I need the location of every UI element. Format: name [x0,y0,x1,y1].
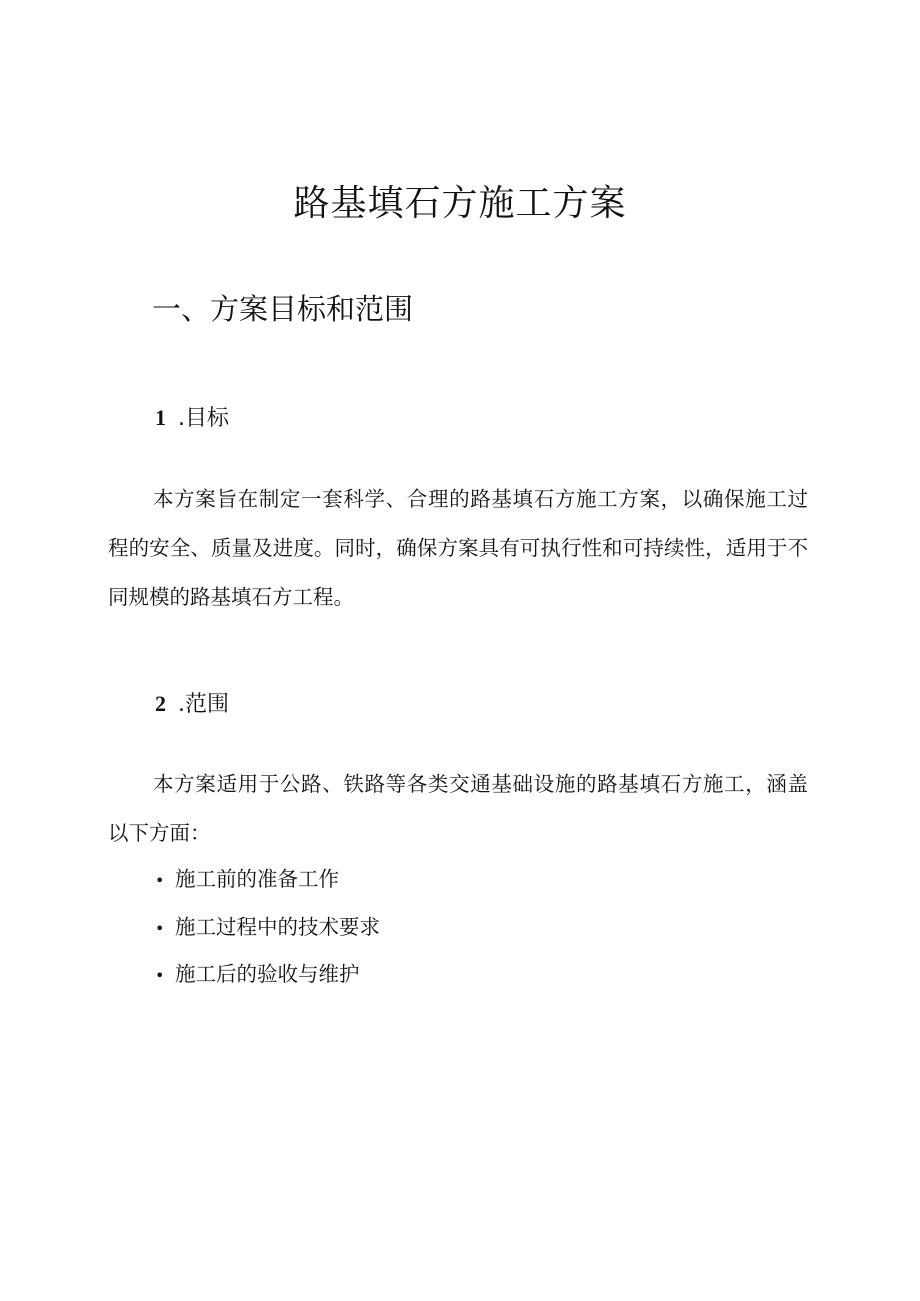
list-item-text: 施工过程中的技术要求 [175,914,380,939]
bullet-icon: • [155,918,165,938]
section-heading: 一、方案目标和范围 [152,292,414,326]
scope-paragraph: 本方案适用于公路、铁路等各类交通基础设施的路基填石方施工，涵盖以下方面： [108,772,808,845]
subsection-number: 2 [155,691,166,716]
bullet-icon: • [155,871,165,890]
scope-bullet-list [155,856,380,999]
subsection-label: .范围 [178,692,229,717]
list-item [155,904,380,952]
subsection-heading-scope [155,689,229,720]
list-item [155,951,380,999]
subsection-heading-goal [155,403,229,434]
goal-paragraph: 本方案旨在制定一套科学、合理的路基填石方施工方案，以确保施工过程的安全、质量及进度。同时，确保方案具有可执行性和可持续性，适用于不同规模的路基填石方工程。 [108,487,808,609]
list-item-text: 施工后的验收与维护 [175,962,360,986]
bullet-icon: • [155,966,165,985]
list-item-text: 施工前的准备工作 [175,867,339,891]
subsection-label: .目标 [178,406,229,431]
document-title: 路基填石方施工方案 [293,183,627,224]
subsection-number: 1 [155,405,166,430]
list-item [155,856,380,904]
